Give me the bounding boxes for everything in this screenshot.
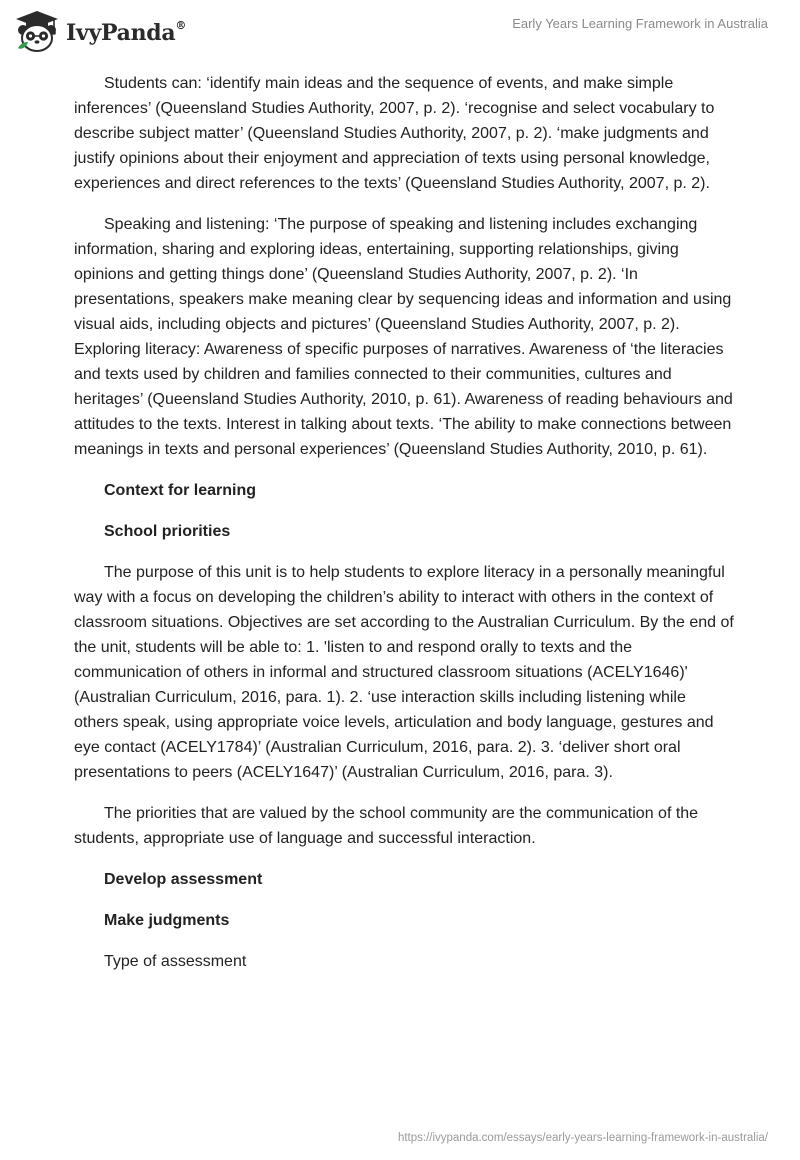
paragraph-students-can: Students can: ‘identify main ideas and the sequence of events, and make simple inferences’ (Queensland Studies Authority, 2007, p. 2). ‘recognise and select vocabulary to describe subject matter’ (Queensland Studies Authority, 2007, p. 2). ‘make judgments and justify opinions about their enjoyment and appreciation of texts using personal knowledge, experiences and direct references to the texts’ (Queensland Studies Authority, 2007, p. 2). [74,75,715,192]
brand-name: IvyPanda® [66,18,187,46]
heading-context-for-learning: Context for learning [104,482,257,499]
essay-body [74,71,734,990]
heading-make-judgments: Make judgments [104,912,230,929]
paragraph-speaking-listening: Speaking and listening: ‘The purpose of speaking and listening includes exchanging information, sharing and exploring ideas, entertaining, supporting relationships, giving opinions and getting things done’ (Queensland Studies Authority, 2007, p. 2). ‘In presentations, speakers make meaning clear by sequencing ideas and information and using visual aids, including objects and pictures’ (Queensland Studies Authority, 2007, p. 2). Exploring literacy: Awareness of specific purposes of narratives. Awareness of ‘the literacies and texts used by children and families connected to their communities, cultures and heritages’ (Queensland Studies Authority, 2010, p. 61). Awareness of reading behaviours and attitudes to the texts. Interest in talking about texts. ‘The ability to make connections between meanings in texts and personal experiences’ (Queensland Studies Authority, 2010, p. 61). [74,216,733,458]
ivypanda-logo[interactable] [14,8,186,54]
heading-school-priorities: School priorities [104,523,231,540]
page-header [0,0,800,62]
paragraph-type-of-assessment: Type of assessment [104,953,247,970]
registered-mark: ® [175,18,187,32]
paragraph-unit-purpose: The purpose of this unit is to help students to explore literacy in a personally meaningful way with a focus on developing the children’s ability to interact with others in the context of classroom situations. Objectives are set according to the Australian Curriculum. By the end of the unit, students will be able to: 1. 'listen to and respond orally to texts and the communication of others in informal and structured classroom situations (ACELY1646)' (Australian Curriculum, 2016, para. 1). 2. ‘use interaction skills including listening while others speak, using appropriate voice levels, articulation and body language, gestures and eye contact (ACELY1784)’ (Australian Curriculum, 2016, para. 2). 3. ‘deliver short oral presentations to peers (ACELY1647)’ (Australian Curriculum, 2016, para. 3). [74,564,734,781]
panda-graduate-icon [14,8,60,54]
paragraph-priorities-valued: The priorities that are valued by the school community are the communication of the students, appropriate use of language and successful interaction. [74,805,699,847]
heading-develop-assessment: Develop assessment [104,871,263,888]
source-url-link[interactable]: https://ivypanda.com/essays/early-years-learning-framework-in-australia/ [397,1132,768,1144]
document-title: Early Years Learning Framework in Australia [512,16,768,31]
